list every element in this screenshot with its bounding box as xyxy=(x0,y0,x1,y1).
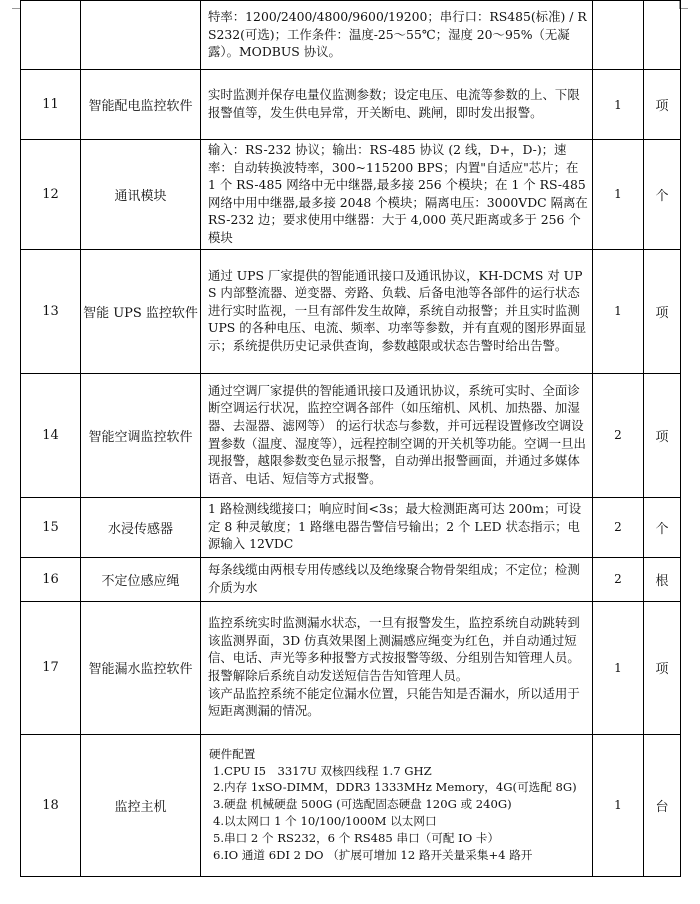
item-spec: 通过空调厂家提供的智能通讯接口及通讯协议，系统可实时、全面诊断空调运行状况，监控空调各部件（如压缩机、风机、加热器、加湿器、去湿器、滤网等） 的运行状态与参数，并可远程设置修改空调设置参数（温度、湿度等），远程控制空调的开关机等功能。空调一旦出现报警，越限参数变色显示报警，自动弹出报警画面，并通过多媒体语音、电话、短信等方式报警。 xyxy=(201,373,593,497)
item-quantity: 1 xyxy=(593,601,644,734)
item-quantity: 1 xyxy=(593,249,644,373)
item-quantity: 1 xyxy=(593,70,644,140)
item-spec: 实时监测并保存电量仪监测参数；设定电压、电流等参数的上、下限报警值等，发生供电异常，开关断电、跳闸，即时发出报警。 xyxy=(201,70,593,140)
row-number: 15 xyxy=(21,497,81,557)
row-number: 16 xyxy=(21,557,81,601)
item-unit: 项 xyxy=(644,249,681,373)
table-row xyxy=(21,557,681,601)
table-row xyxy=(21,497,681,557)
item-spec: 硬件配置 1.CPU I5 3317U 双核四线程 1.7 GHZ 2.内存 1xSO-DIMM，DDR3 1333MHz Memory，4G(可选配 8G) 3.硬盘 机械硬盘 500G (可选配固态硬盘 120G 或 240G) 4.以太网口 1 个 10/100/1000M 以太网口 5.串口 2 个 RS232，6 个 RS485 串口（可配 IO 卡） 6.IO 通道 6DI 2 DO （扩展可增加 12 路开关量采集+4 路开 xyxy=(201,734,593,876)
item-quantity: 1 xyxy=(593,140,644,250)
item-name: 通讯模块 xyxy=(81,140,201,250)
item-spec: 输入：RS-232 协议；输出：RS-485 协议 (2 线，D+，D-)；速率：自动转换波特率，300~115200 BPS；内置"自适应"芯片；在 1 个 RS-485 网络中无中继器,最多接 256 个模块；在 1 个 RS-485 网络中用中继器,最多接 2048 个模块；隔离电压：3000VDC 隔离在 RS-232 边；要求使用中继器：大于 4,000 英尺距离或多于 256 个模块 xyxy=(201,140,593,250)
row-number: 14 xyxy=(21,373,81,497)
equipment-spec-table xyxy=(20,0,681,877)
table-row xyxy=(21,601,681,734)
table-row xyxy=(21,249,681,373)
row-number: 13 xyxy=(21,249,81,373)
row-number: 18 xyxy=(21,734,81,876)
table-row xyxy=(21,70,681,140)
item-quantity: 2 xyxy=(593,557,644,601)
row-number: 11 xyxy=(21,70,81,140)
item-name: 水浸传感器 xyxy=(81,497,201,557)
item-name: 智能空调监控软件 xyxy=(81,373,201,497)
item-quantity: 2 xyxy=(593,497,644,557)
item-unit xyxy=(644,1,681,70)
item-quantity: 2 xyxy=(593,373,644,497)
item-unit: 项 xyxy=(644,70,681,140)
row-number: 12 xyxy=(21,140,81,250)
item-spec: 监控系统实时监测漏水状态，一旦有报警发生，监控系统自动跳转到该监测界面，3D 仿真效果图上测漏感应绳变为红色，并自动通过短信、电话、声光等多种报警方式按报警等级、分组别告知管理人员。报警解除后系统自动发送短信告告知管理人员。 该产品监控系统不能定位漏水位置，只能告知是否漏水，所以适用于短距离测漏的情况。 xyxy=(201,601,593,734)
item-name: 智能漏水监控软件 xyxy=(81,601,201,734)
item-unit: 项 xyxy=(644,373,681,497)
row-number: 17 xyxy=(21,601,81,734)
item-name: 不定位感应绳 xyxy=(81,557,201,601)
item-name: 智能配电监控软件 xyxy=(81,70,201,140)
table-row xyxy=(21,140,681,250)
row-number xyxy=(21,1,81,70)
table-row xyxy=(21,373,681,497)
item-quantity xyxy=(593,1,644,70)
table-row xyxy=(21,734,681,876)
item-name: 监控主机 xyxy=(81,734,201,876)
item-unit: 个 xyxy=(644,497,681,557)
item-unit: 根 xyxy=(644,557,681,601)
item-name xyxy=(81,1,201,70)
item-unit: 个 xyxy=(644,140,681,250)
item-spec: 特率：1200/2400/4800/9600/19200；串行口：RS485(标准) / RS232(可选)；工作条件：温度-25～55℃；湿度 20～95%（无凝露）。MODBUS 协议。 xyxy=(201,1,593,70)
spec-heading: 硬件配置 xyxy=(209,746,256,761)
item-unit: 项 xyxy=(644,601,681,734)
item-spec: 1 路检测线缆接口；响应时间<3s；最大检测距离可达 200m；可设定 8 种灵敏度；1 路继电器告警信号输出；2 个 LED 状态指示；电源输入 12VDC xyxy=(201,497,593,557)
table-row xyxy=(21,1,681,70)
item-unit: 台 xyxy=(644,734,681,876)
item-quantity: 1 xyxy=(593,734,644,876)
item-spec: 每条线缆由两根专用传感线以及绝缘聚合物骨架组成；不定位；检测介质为水 xyxy=(201,557,593,601)
item-name: 智能 UPS 监控软件 xyxy=(81,249,201,373)
item-spec: 通过 UPS 厂家提供的智能通讯接口及通讯协议，KH-DCMS 对 UPS 内部整流器、逆变器、旁路、负载、后备电池等各部件的运行状态进行实时监视，一旦有部件发生故障，系统自动报警；并且实时监测 UPS 的各种电压、电流、频率、功率等参数，并有直观的图形界面显示；系统提供历史记录供查询，参数越限或状态告警时给出告警。 xyxy=(201,249,593,373)
